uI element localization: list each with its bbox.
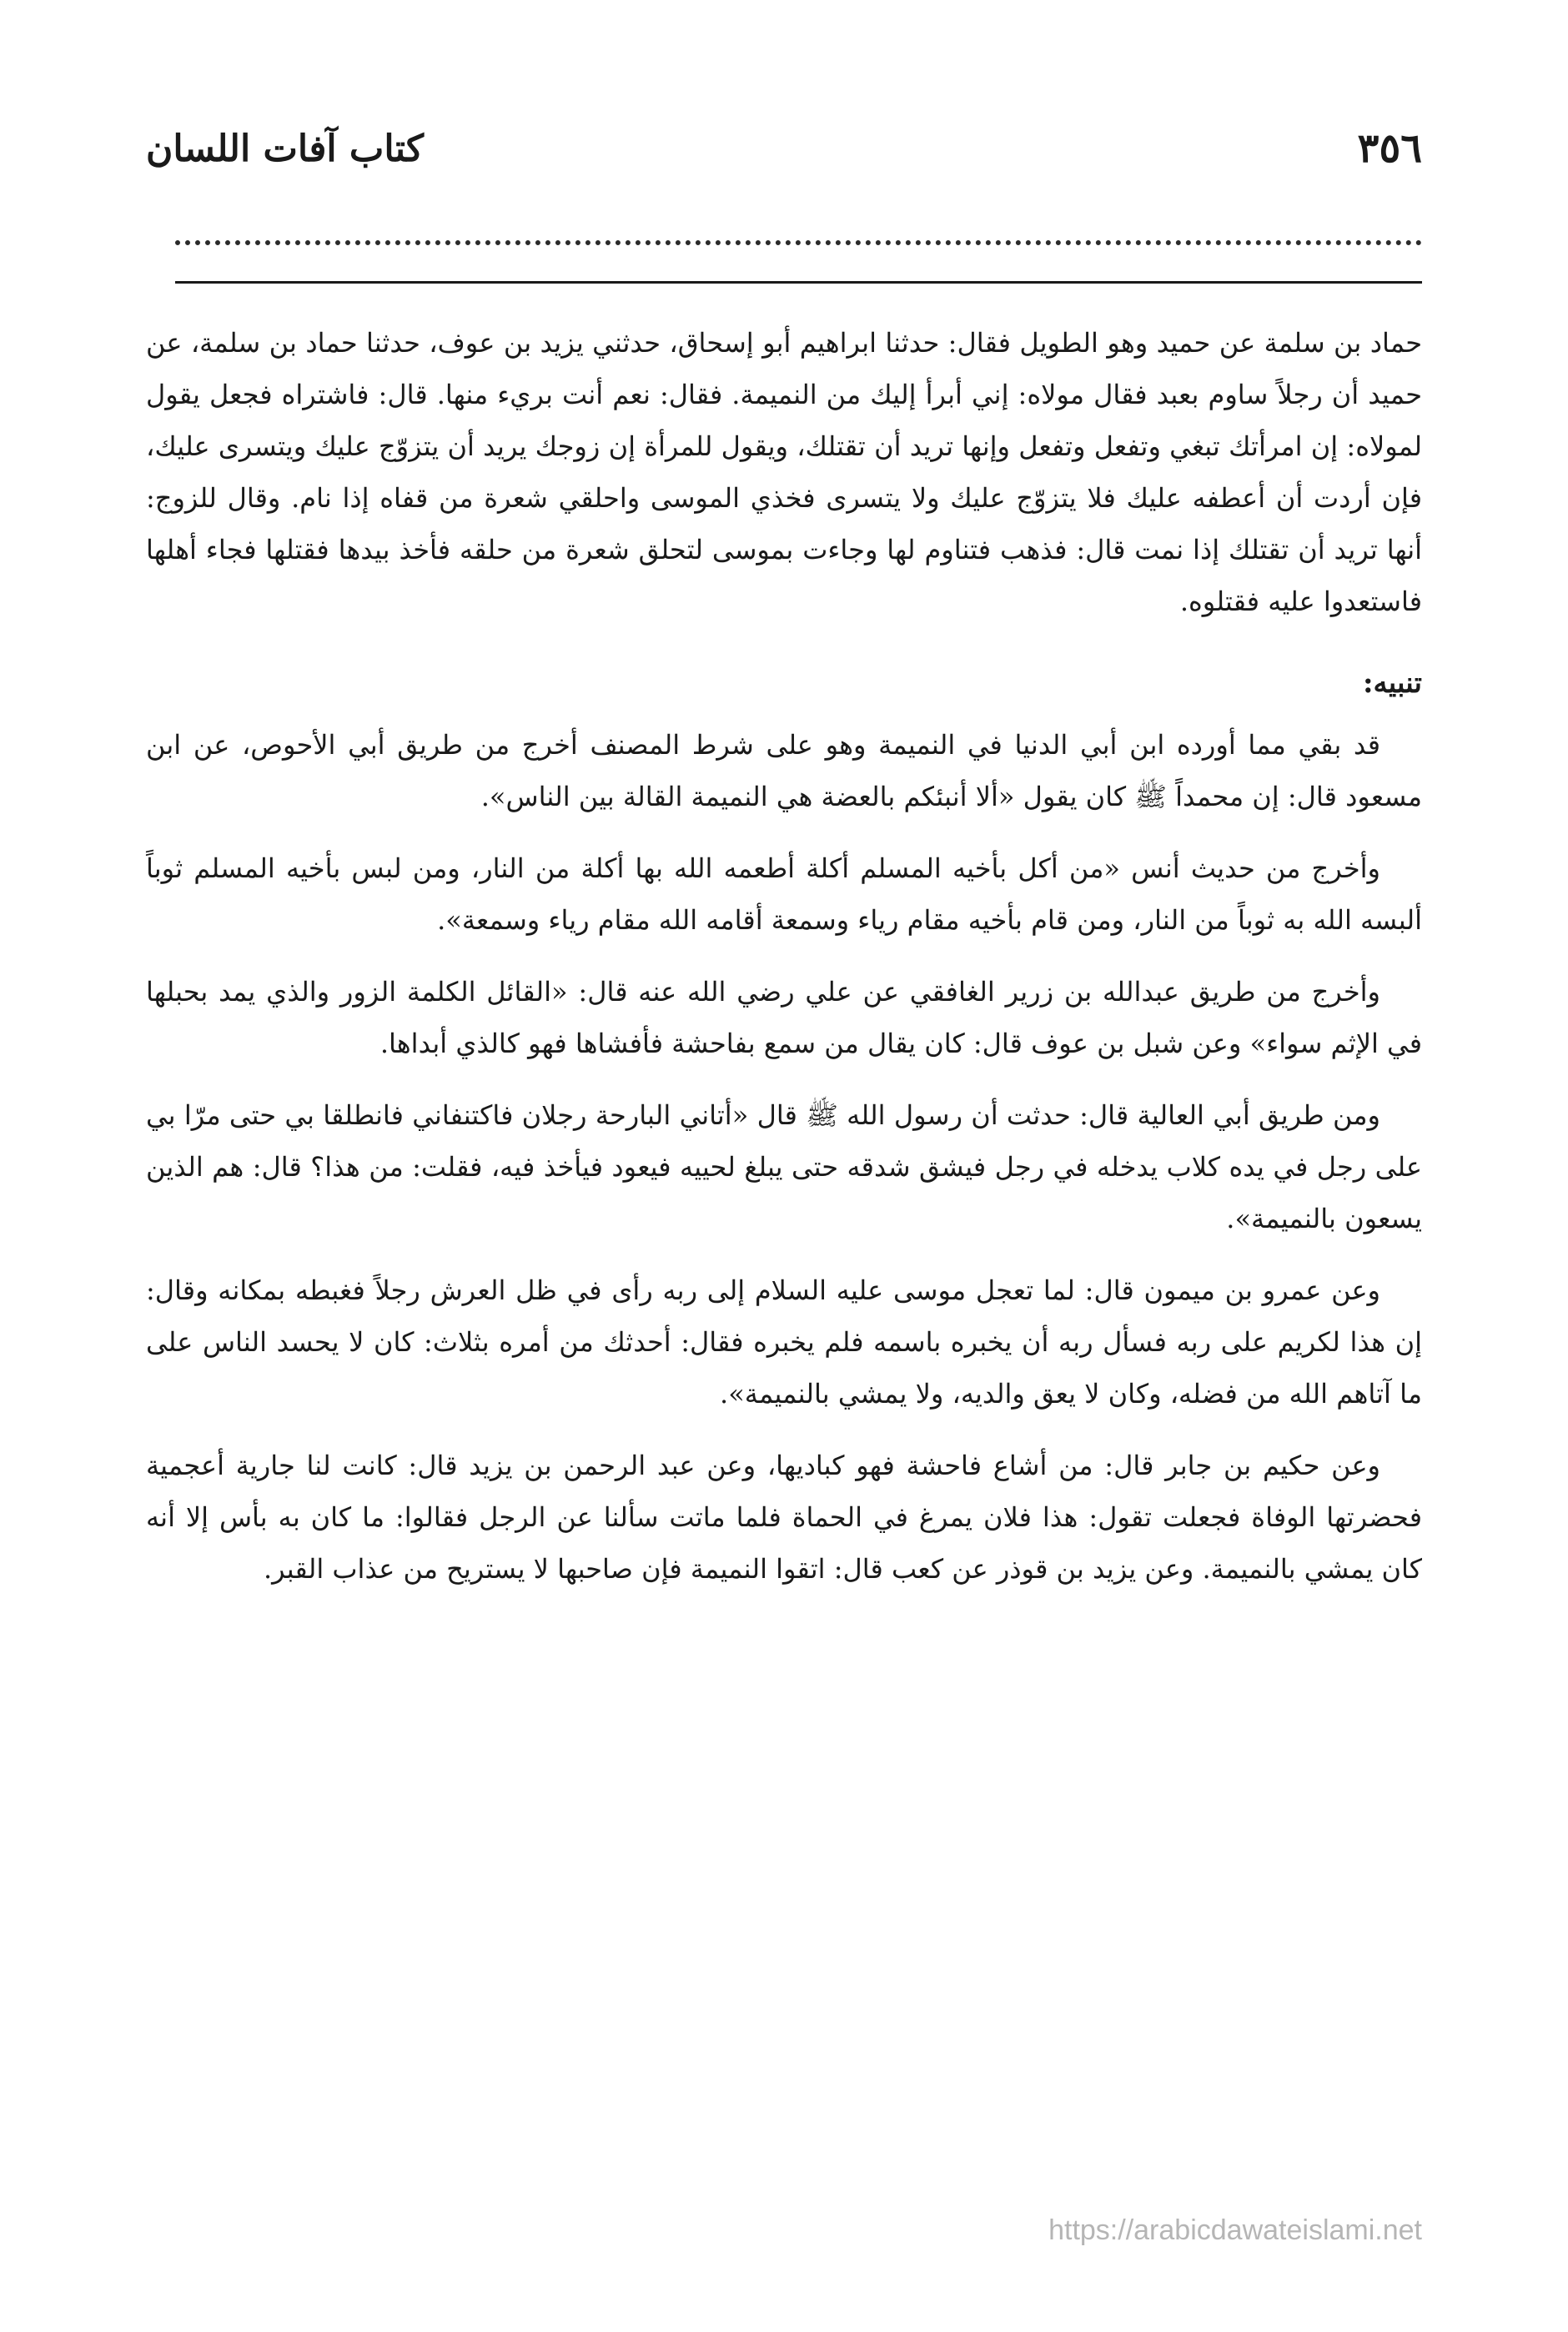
note-heading: تنبيه: xyxy=(1362,666,1422,700)
body-paragraph: وأخرج من حديث أنس «من أكل بأخيه المسلم أكلة أطعمه الله بها أكلة من النار، ومن لبس بأخيه المسلم ثوباً ألبسه الله به ثوباً من النار، ومن قام بأخيه مقام رياء وسمعة أقامه الله مقام رياء وسمعة». xyxy=(146,852,1422,936)
body-paragraph: وعن حكيم بن جابر قال: من أشاع فاحشة فهو كباديها، وعن عبد الرحمن بن يزيد قال: كانت لنا جارية أعجمية فحضرتها الوفاة فجعلت تقول: هذا فلان يمرغ في الحماة فلما ماتت سألنا عن الرجل فقالوا: ما كان به بأس إلا أنه كان يمشي بالنميمة. وعن يزيد بن قوذر عن كعب قال: اتقوا النميمة فإن صاحبها لا يستريح من عذاب القبر. xyxy=(146,1450,1423,1585)
watermark-url: https://arabicdawateislami.net xyxy=(1048,2214,1422,2246)
body-paragraph: وأخرج من طريق عبدالله بن زرير الغافقي عن علي رضي الله عنه قال: «القائل الكلمة الزور والذي يمد بحبلها في الإثم سواء» وعن شبل بن عوف قال: كان يقال من سمع بفاحشة فأفشاها فهو كالذي أبداها. xyxy=(146,976,1422,1059)
continuation-paragraph: حماد بن سلمة عن حميد وهو الطويل فقال: حدثنا ابراهيم أبو إسحاق، حدثني يزيد بن عوف، حدثنا حماد بن سلمة، عن حميد أن رجلاً ساوم بعبد فقال مولاه: إني أبرأ إليك من النميمة. فقال: نعم أنت بريء منها. قال: فاشتراه فجعل يقول لمولاه: إن امرأتك تبغي وتفعل وتفعل وإنها تريد أن تقتلك، ويقول للمرأة إن زوجك يريد أن يتزوّج عليك ويتسرى عليك، فإن أردت أن أعطفه عليك فلا يتزوّج عليك ولا يتسرى فخذي الموسى واحلقي شعرة من قفاه إذا نام. وقال للزوج: أنها تريد أن تقتلك إذا نمت قال: فذهب فتناوم لها وجاءت بموسى لتحلق شعرة من حلقه فأخذ بيدها فقتلها فجاء أهلها فاستعدوا عليه فقتلوه. xyxy=(146,327,1423,617)
body-paragraph: ومن طريق أبي العالية قال: حدثت أن رسول الله ﷺ قال «أتاني البارحة رجلان فاكتنفاني فانطلقا بي حتى مرّا بي على رجل في يده كلاب يدخله في رجل فيشق شدقه حتى يبلغ لحييه فيعود فيأخذ فيه، فقلت: من هذا؟ قال: هم الذين يسعون بالنميمة». xyxy=(146,1099,1423,1234)
body-paragraph: قد بقي مما أورده ابن أبي الدنيا في النميمة وهو على شرط المصنف أخرج من طريق أبي الأحوص، عن ابن مسعود قال: إن محمداً ﷺ كان يقول «ألا أنبئكم بالعضة هي النميمة القالة بين الناس». xyxy=(146,729,1422,812)
book-title: كتاب آفات اللسان xyxy=(146,127,424,170)
page-body xyxy=(146,317,1422,1615)
page-header xyxy=(146,115,1422,182)
page-number: ٣٥٦ xyxy=(1357,125,1422,172)
dotted-divider xyxy=(175,240,1422,245)
body-paragraph: وعن عمرو بن ميمون قال: لما تعجل موسى عليه السلام إلى ربه رأى في ظل العرش رجلاً فغبطه بمكانه وقال: إن هذا لكريم على ربه فسأل ربه أن يخبره باسمه فلم يخبره فقال: أحدثك من أمره بثلاث: كان لا يحسد الناس على ما آتاهم الله من فضله، وكان لا يعق والديه، ولا يمشي بالنميمة». xyxy=(146,1274,1422,1410)
solid-divider xyxy=(175,281,1422,284)
